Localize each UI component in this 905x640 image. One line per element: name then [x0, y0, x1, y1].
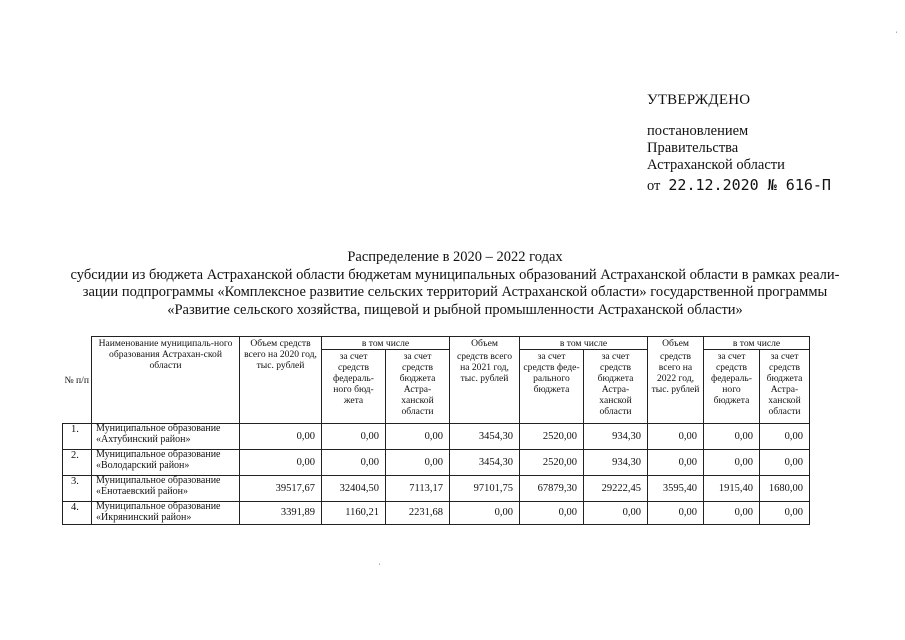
amount-cell: 3454,30 [450, 450, 520, 476]
header-reg-2020: за счет средств бюджета Астра-ханской области [386, 350, 450, 424]
document-title [40, 249, 870, 319]
date-prefix: от [647, 178, 661, 194]
amount-cell: 0,00 [704, 502, 760, 525]
table-row [63, 476, 810, 502]
header-num: № п/п [63, 337, 92, 424]
header-incl-2020: в том числе [322, 337, 450, 350]
amount-cell: 3454,30 [450, 424, 520, 450]
amount-cell: 0,00 [322, 450, 386, 476]
municipality-type: Муниципальное образование [96, 475, 221, 486]
amount-cell: 29222,45 [584, 476, 648, 502]
amount-cell: 0,00 [704, 450, 760, 476]
header-fed-2021: за счет средств феде-рального бюджета [520, 350, 584, 424]
header-total-2022-top: Объем [648, 337, 704, 350]
municipality-type: Муниципальное образование [96, 501, 221, 512]
amount-cell: 0,00 [520, 502, 584, 525]
amount-cell: 3391,89 [240, 502, 322, 525]
amount-cell: 2520,00 [520, 424, 584, 450]
row-number: 1. [63, 424, 92, 450]
municipality-title: «Енотаевский район» [96, 485, 189, 497]
amount-cell: 0,00 [322, 424, 386, 450]
row-number: 4. [63, 502, 92, 525]
municipality-name [92, 476, 240, 502]
approval-date [647, 175, 867, 196]
amount-cell: 3595,40 [648, 476, 704, 502]
header-incl-2021: в том числе [520, 337, 648, 350]
municipality-name [92, 424, 240, 450]
approval-heading: УТВЕРЖДЕНО [647, 92, 751, 108]
amount-cell: 2231,68 [386, 502, 450, 525]
municipality-name [92, 502, 240, 525]
amount-cell: 0,00 [450, 502, 520, 525]
title-line-3: зации подпрограммы «Комплексное развитие сельских территорий Астраханской области» государственной программы [82, 284, 828, 300]
title-line-2: субсидии из бюджета Астраханской области бюджетам муниципальных образований Астраханской области в рамках реали- [70, 266, 840, 283]
approval-line-1: постановлением [647, 123, 749, 139]
amount-cell: 97101,75 [450, 476, 520, 502]
amount-cell: 0,00 [648, 424, 704, 450]
table-row [63, 502, 810, 525]
header-name: Наименование муниципаль-ного образования Астрахан-ской области [92, 337, 240, 424]
amount-cell: 1915,40 [704, 476, 760, 502]
approval-block [647, 92, 867, 196]
amount-cell: 0,00 [704, 424, 760, 450]
amount-cell: 0,00 [240, 424, 322, 450]
amount-cell: 934,30 [584, 424, 648, 450]
header-reg-2021: за счет средств бюджета Астра-ханской области [584, 350, 648, 424]
amount-cell: 0,00 [760, 424, 810, 450]
municipality-type: Муниципальное образование [96, 449, 221, 460]
amount-cell: 0,00 [648, 450, 704, 476]
amount-cell: 0,00 [648, 502, 704, 525]
row-number: 2. [63, 450, 92, 476]
header-total-2021: средств всего на 2021 год, тыс. рублей [450, 350, 520, 424]
amount-cell: 0,00 [386, 450, 450, 476]
municipality-name [92, 450, 240, 476]
amount-cell: 0,00 [760, 502, 810, 525]
amount-cell: 934,30 [584, 450, 648, 476]
municipality-title: «Володарский район» [96, 459, 190, 471]
header-fed-2022: за счет средств федераль-ного бюджета [704, 350, 760, 424]
amount-cell: 0,00 [386, 424, 450, 450]
municipality-type: Муниципальное образование [96, 423, 221, 434]
scan-speck-top-right: ˈ [895, 30, 898, 40]
header-total-2021-top: Объем [450, 337, 520, 350]
title-line-4: «Развитие сельского хозяйства, пищевой и рыбной промышленности Астраханской области» [167, 301, 743, 318]
amount-cell: 0,00 [760, 450, 810, 476]
amount-cell: 39517,67 [240, 476, 322, 502]
amount-cell: 32404,50 [322, 476, 386, 502]
municipality-title: «Ахтубинский район» [96, 433, 191, 445]
amount-cell: 67879,30 [520, 476, 584, 502]
amount-cell: 2520,00 [520, 450, 584, 476]
date-stamp: 22.12.2020 № 616-П [668, 176, 831, 194]
header-incl-2022: в том числе [704, 337, 810, 350]
amount-cell: 1680,00 [760, 476, 810, 502]
header-reg-2022: за счет средств бюджета Астра-ханской области [760, 350, 810, 424]
approval-line-3: Астраханской области [647, 157, 785, 173]
municipality-title: «Икрянинский район» [96, 511, 192, 523]
header-fed-2020: за счет средств федераль-ного бюд-жета [322, 350, 386, 424]
title-line-1: Распределение в 2020 – 2022 годах [347, 249, 563, 265]
amount-cell: 1160,21 [322, 502, 386, 525]
header-total-2020: Объем средств всего на 2020 год, тыс. рублей [240, 337, 322, 424]
header-total-2022: средств всего на 2022 год, тыс. рублей [648, 350, 704, 424]
table-row [63, 450, 810, 476]
amount-cell: 0,00 [584, 502, 648, 525]
approval-line-2: Правительства [647, 140, 739, 156]
scan-speck-bottom: ˈ [378, 562, 381, 572]
row-number: 3. [63, 476, 92, 502]
amount-cell: 7113,17 [386, 476, 450, 502]
subsidy-table [62, 336, 810, 525]
amount-cell: 0,00 [240, 450, 322, 476]
table-row [63, 424, 810, 450]
